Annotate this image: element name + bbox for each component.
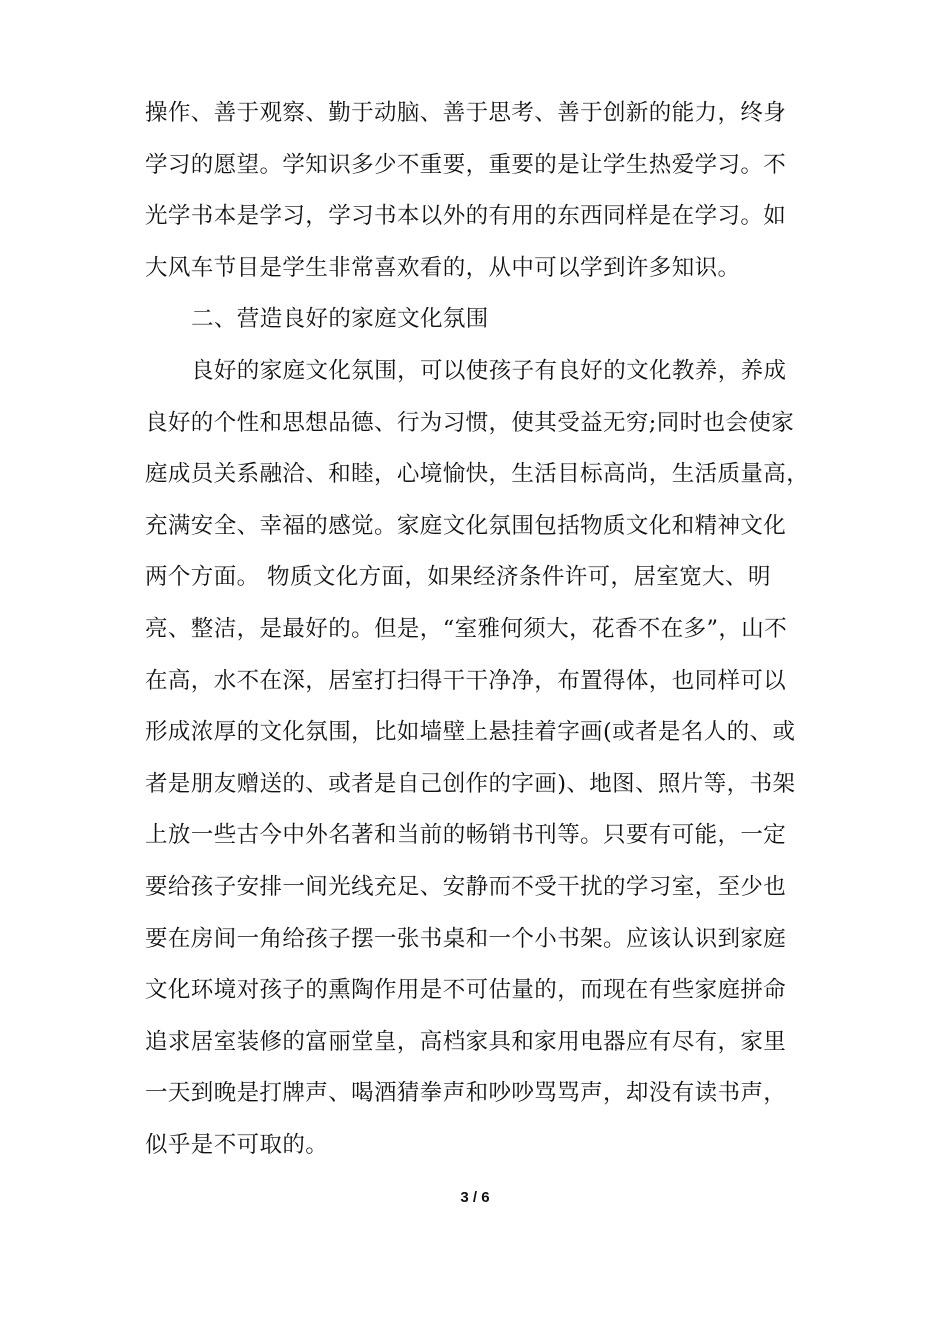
text-line: 充满安全、幸福的感觉。家庭文化氛围包括物质文化和精神文化 [145, 512, 787, 539]
section-heading: 二、营造良好的家庭文化氛围 [191, 306, 489, 333]
text-line: 形成浓厚的文化氛围，比如墙壁上悬挂着字画(或者是名人的、或 [145, 719, 796, 746]
text-line: 文化环境对孩子的熏陶作用是不可估量的，而现在有些家庭拼命 [145, 977, 787, 1004]
text-line: 要给孩子安排一间光线充足、安静而不受干扰的学习室，至少也 [145, 873, 787, 900]
text-line: 要在房间一角给孩子摆一张书桌和一个小书架。应该认识到家庭 [145, 925, 787, 952]
text-line: 良好的家庭文化氛围，可以使孩子有良好的文化教养，养成 [191, 357, 787, 384]
text-line: 光学书本是学习，学习书本以外的有用的东西同样是在学习。如 [145, 203, 787, 230]
text-line: 两个方面。 物质文化方面，如果经济条件许可，居室宽大、明 [145, 564, 771, 591]
text-line: 在高，水不在深，居室打扫得干干净净，布置得体，也同样可以 [145, 667, 787, 694]
text-line: 上放一些古今中外名著和当前的畅销书刊等。只要有可能，一定 [145, 822, 787, 849]
text-line: 似乎是不可取的。 [145, 1131, 329, 1158]
text-line: 学习的愿望。学知识多少不重要，重要的是让学生热爱学习。不 [145, 151, 787, 178]
text-line: 者是朋友赠送的、或者是自己创作的字画)、地图、照片等，书架 [145, 770, 796, 797]
text-line: 大风车节目是学生非常喜欢看的，从中可以学到许多知识。 [145, 254, 741, 281]
text-line: 一天到晚是打牌声、喝酒猜拳声和吵吵骂骂声，却没有读书声， [145, 1080, 787, 1107]
text-line: 庭成员关系融洽、和睦，心境愉快，生活目标高尚，生活质量高， [145, 461, 810, 488]
text-line: 追求居室装修的富丽堂皇，高档家具和家用电器应有尽有，家里 [145, 1028, 787, 1055]
page-number: 3 / 6 [460, 1189, 490, 1206]
text-line: 亮、整洁，是最好的。但是，“室雅何须大，花香不在多”，山不 [145, 615, 788, 642]
body-text [145, 88, 810, 1171]
text-line: 良好的个性和思想品德、行为习惯，使其受益无穷;同时也会使家 [145, 409, 795, 436]
text-line: 操作、善于观察、勤于动脑、善于思考、善于创新的能力，终身 [145, 100, 787, 126]
